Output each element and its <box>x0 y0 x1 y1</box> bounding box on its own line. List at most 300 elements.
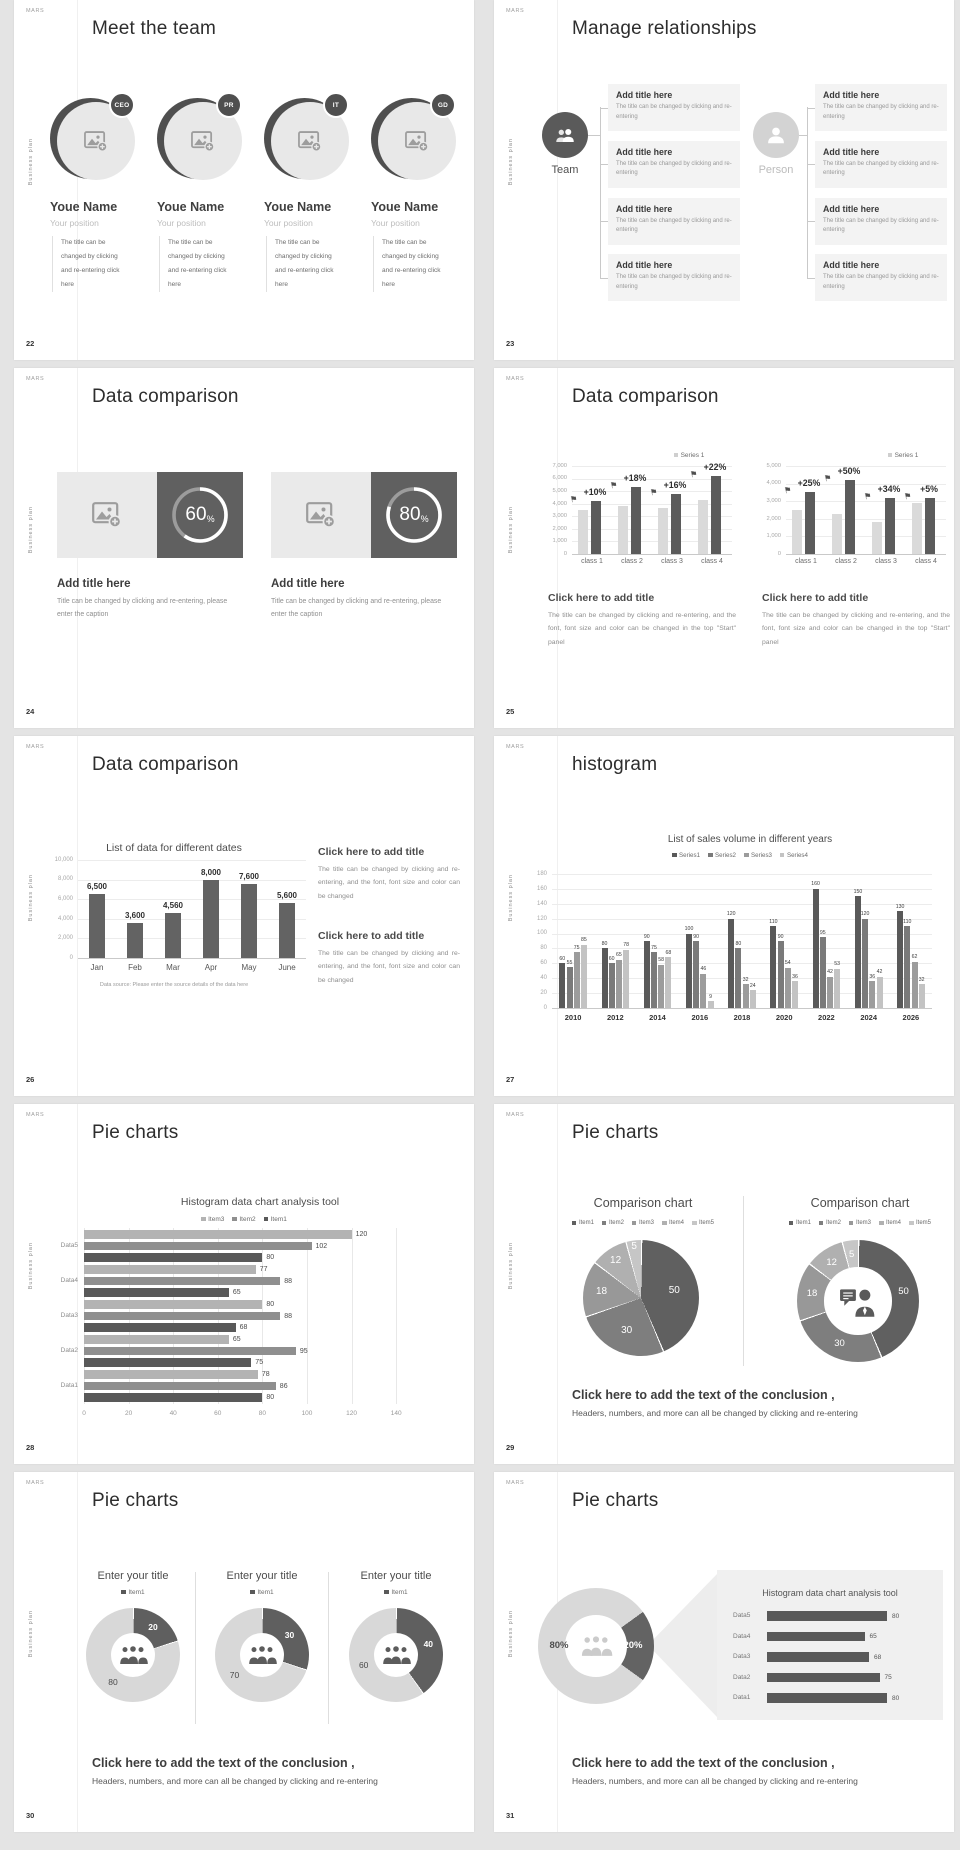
bar <box>885 498 895 554</box>
people-group-icon <box>579 1635 613 1657</box>
legend-item <box>250 1589 273 1596</box>
brand-logo: MARS <box>506 1480 525 1486</box>
legend-marker <box>888 453 893 458</box>
sidebar-vertical-label: Business plan <box>28 1610 34 1658</box>
annotation-label: +5% <box>920 483 938 494</box>
brand-logo: MARS <box>26 376 45 382</box>
bar <box>84 1242 312 1251</box>
slide-30[interactable] <box>14 1472 474 1832</box>
conclusion-title: Click here to add the text of the conclusion , <box>92 1756 355 1770</box>
chart-title: Histogram data chart analysis tool <box>762 1588 898 1598</box>
y-category-label: Data1 <box>733 1694 751 1701</box>
y-category-label: Data1 <box>60 1382 78 1389</box>
conclusion-body: Headers, numbers, and more can all be changed by clicking and re-entering <box>92 1776 378 1786</box>
x-tick-label: 80 <box>258 1410 266 1417</box>
legend-item <box>201 1216 224 1223</box>
progress-tile <box>157 472 243 558</box>
x-tick-label: 40 <box>169 1410 177 1417</box>
group-label: Person <box>758 164 794 176</box>
slide-31-content <box>494 1472 954 1832</box>
y-tick-label: 40 <box>540 975 547 981</box>
progress-label <box>157 472 243 558</box>
bar <box>574 952 580 1008</box>
y-tick-label: 4,000 <box>552 500 567 507</box>
donut-chart <box>86 1608 180 1702</box>
bar <box>700 974 706 1008</box>
info-box-body: The title can be changed by clicking and re-entering <box>616 104 732 120</box>
slide-23-content <box>494 0 954 360</box>
legend-marker <box>201 1217 206 1222</box>
flag-icon: ⚑ <box>649 486 659 498</box>
caption-body: The title can be changed by clicking and re-entering, and the font, font size and color can be changed in the top "Start" panel <box>548 612 736 646</box>
bar <box>792 981 798 1008</box>
legend-marker <box>909 1221 914 1226</box>
annotation-label: +34% <box>877 483 901 494</box>
grid-line <box>552 874 932 875</box>
connector-line <box>600 221 608 222</box>
connector-line <box>600 107 601 278</box>
value-label: 7,600 <box>238 871 260 881</box>
brand-logo: MARS <box>506 744 525 750</box>
info-box-body: The title can be changed by clicking and re-entering <box>823 160 939 177</box>
page-number: 25 <box>506 707 515 716</box>
slide-title: histogram <box>572 754 658 775</box>
slide-title: Data comparison <box>92 754 239 775</box>
image-plus-icon <box>306 502 336 528</box>
y-tick-label: 6,000 <box>57 896 73 902</box>
grid-line <box>78 938 306 939</box>
progress-value: 60 <box>185 504 207 525</box>
legend-label: Series 1 <box>894 451 919 459</box>
x-category-label: 2020 <box>775 1013 793 1022</box>
value-label: 77 <box>259 1266 268 1273</box>
slide-31[interactable] <box>494 1472 954 1832</box>
team-member <box>264 96 360 314</box>
legend-item <box>708 852 736 859</box>
bar <box>591 501 601 554</box>
legend-marker <box>632 1221 637 1226</box>
y-tick-label: 0 <box>777 550 781 557</box>
connector-line <box>807 221 815 222</box>
connector-line <box>600 278 608 279</box>
bar <box>912 503 922 554</box>
donut-chart <box>349 1608 443 1702</box>
grid-line <box>352 1228 353 1404</box>
info-box <box>608 84 740 131</box>
value-label: 80 <box>266 1394 275 1401</box>
bar <box>203 880 219 958</box>
image-plus-icon <box>92 502 122 528</box>
sidebar-vertical-label: Business plan <box>508 1610 514 1658</box>
bar <box>84 1230 352 1239</box>
value-label: 32 <box>742 976 749 983</box>
sidebar-vertical-label: Business plan <box>28 506 34 554</box>
member-position: Your position <box>157 218 206 228</box>
card-title: Add title here <box>57 578 131 590</box>
member-desc: The title can be changed by clicking and re-entering click here <box>373 236 451 292</box>
info-box-title: Add title here <box>823 203 880 214</box>
sidebar-vertical-label: Business plan <box>508 874 514 922</box>
bar <box>862 919 868 1008</box>
connector-line <box>600 164 608 165</box>
value-label: 120 <box>355 1231 368 1238</box>
slide-23[interactable] <box>494 0 954 360</box>
bar <box>84 1277 280 1286</box>
connector-line <box>588 135 600 136</box>
legend-item <box>744 852 772 859</box>
member-badge: PR <box>216 92 242 118</box>
y-tick-label: 1,000 <box>766 533 781 540</box>
legend-label: Item2 <box>608 1220 624 1226</box>
donut-chart <box>538 1588 654 1704</box>
y-category-label: Data3 <box>60 1312 78 1319</box>
x-category-label: Feb <box>128 963 142 972</box>
conclusion-block <box>92 1756 457 1786</box>
page-number: 23 <box>506 339 515 348</box>
value-label: 6,500 <box>86 882 108 892</box>
y-category-label: Data4 <box>733 1632 751 1640</box>
bar <box>84 1253 262 1262</box>
member-badge: IT <box>323 92 349 118</box>
member-desc: The title can be changed by clicking and re-entering click here <box>159 236 237 292</box>
brand-logo: MARS <box>506 8 525 14</box>
y-tick-label: 80 <box>540 945 547 952</box>
legend-item <box>264 1216 287 1223</box>
x-category-label: Apr <box>204 963 218 972</box>
grid-line <box>552 1008 932 1009</box>
value-label: 90 <box>643 933 650 940</box>
grid-line <box>552 889 932 890</box>
y-tick-label: 2,000 <box>57 935 73 942</box>
value-label: 65 <box>616 952 622 959</box>
slice-label: 5 <box>849 1249 855 1260</box>
team-member <box>371 96 467 314</box>
value-label: 9 <box>709 993 713 1000</box>
pie-chart <box>583 1240 699 1356</box>
chart-legend <box>610 850 870 860</box>
card-title: Add title here <box>271 578 345 590</box>
legend-label: Item5 <box>699 1220 715 1226</box>
y-tick-label: 5,000 <box>552 487 567 494</box>
connector-line <box>807 107 808 278</box>
info-box-title: Add title here <box>616 90 673 100</box>
legend-label: Series2 <box>715 851 736 859</box>
value-label: 54 <box>784 960 791 967</box>
flag-icon: ⚑ <box>609 479 619 491</box>
connector-line <box>600 108 608 109</box>
conclusion-block <box>572 1756 937 1786</box>
bar <box>127 923 143 958</box>
bar <box>904 926 910 1008</box>
people-group-icon <box>118 1645 148 1665</box>
info-box <box>608 141 740 188</box>
bar <box>631 487 641 554</box>
legend-marker <box>250 1590 255 1595</box>
y-tick-label: 2,000 <box>552 525 567 532</box>
legend-marker <box>708 853 713 858</box>
value-label: 80 <box>266 1301 275 1308</box>
value-label: 3,600 <box>124 910 146 920</box>
legend-label: Series 1 <box>680 451 705 459</box>
grid-line <box>552 919 932 920</box>
bar <box>623 950 629 1008</box>
page-number: 31 <box>506 1811 515 1820</box>
bar <box>693 941 699 1008</box>
info-box <box>608 198 740 245</box>
y-tick-label: 0 <box>543 1004 547 1011</box>
caption-body: The title can be changed by clicking and re-entering, and the font, font size and color can be changed <box>318 866 460 900</box>
slide-25[interactable] <box>494 368 954 728</box>
value-label: 95 <box>299 1347 308 1355</box>
value-label: 110 <box>769 918 778 925</box>
bar <box>89 894 105 958</box>
page-number: 24 <box>26 707 35 716</box>
bar <box>658 508 668 555</box>
caption-block <box>318 846 460 903</box>
bar <box>559 963 565 1008</box>
slide-title: Manage relationships <box>572 18 757 39</box>
annotation-label: +25% <box>797 478 821 489</box>
bar <box>877 977 883 1008</box>
grid-line <box>78 919 306 920</box>
slice-label: 12 <box>826 1256 837 1268</box>
x-category-label: 2018 <box>733 1013 751 1022</box>
chart-legend <box>644 450 734 460</box>
y-tick-label: 2,000 <box>766 515 781 522</box>
legend-label: Item2 <box>239 1215 256 1223</box>
info-box <box>815 254 947 301</box>
y-category-label: Data4 <box>60 1277 78 1284</box>
value-label: 4,560 <box>162 901 184 911</box>
x-category-label: class 4 <box>701 558 723 565</box>
sidebar-vertical-label: Business plan <box>508 1242 514 1290</box>
legend-label: Series3 <box>751 851 772 859</box>
chart-panel <box>717 1570 943 1720</box>
x-category-label: June <box>278 963 296 972</box>
slice-label: 20% <box>623 1640 643 1652</box>
info-box-title: Add title here <box>823 146 880 157</box>
multi-series-bar-chart <box>528 864 940 1044</box>
bar <box>869 981 875 1008</box>
slide-28[interactable] <box>14 1104 474 1464</box>
grouped-bar-chart <box>758 450 950 576</box>
brand-logo: MARS <box>26 1112 45 1118</box>
info-box-body: The title can be changed by clicking and re-entering <box>823 104 939 120</box>
legend-marker <box>572 1221 577 1226</box>
legend-marker <box>692 1221 697 1226</box>
legend-label: Item1 <box>270 1215 287 1223</box>
value-label: 36 <box>869 973 876 980</box>
flag-icon: ⚑ <box>569 493 579 505</box>
bar <box>84 1358 251 1367</box>
image-plus-icon <box>298 131 322 152</box>
info-box <box>815 141 947 188</box>
bar <box>581 945 587 1008</box>
slice-label: 30 <box>621 1324 633 1336</box>
legend-item <box>232 1216 255 1223</box>
slice-label: 40 <box>423 1639 434 1650</box>
y-tick-label: 5,000 <box>766 462 781 469</box>
brand-logo: MARS <box>26 744 45 750</box>
slice-label: 50 <box>668 1284 680 1296</box>
grid-line <box>307 1228 308 1404</box>
caption-title: Click here to add title <box>548 592 655 604</box>
bar <box>912 962 918 1008</box>
value-label: 80 <box>601 940 608 947</box>
slide-27[interactable] <box>494 736 954 1096</box>
value-label: 78 <box>261 1371 270 1378</box>
chart-divider <box>743 1196 744 1366</box>
group-label: Team <box>551 164 579 176</box>
slide-30-content <box>14 1472 474 1832</box>
grid-line <box>786 554 946 555</box>
x-category-label: 2014 <box>649 1013 666 1022</box>
bar <box>578 510 588 554</box>
y-tick-label: 120 <box>536 915 547 922</box>
page-number: 29 <box>506 1443 515 1452</box>
annotation-label: +10% <box>583 487 607 498</box>
flag-icon: ⚑ <box>823 472 833 484</box>
legend-item <box>662 1220 684 1226</box>
sidebar-vertical-label: Business plan <box>28 874 34 922</box>
chart-legend <box>326 1587 466 1597</box>
chart-legend <box>63 1587 203 1597</box>
progress-label <box>371 472 457 558</box>
caption-body: The title can be changed by clicking and re-entering, and the font, font size and color can be changed <box>318 950 460 984</box>
legend-marker <box>232 1217 237 1222</box>
value-label: 5,600 <box>276 891 298 901</box>
person-icon <box>765 126 787 144</box>
x-category-label: class 1 <box>581 558 603 565</box>
bar <box>778 941 784 1008</box>
bar <box>241 884 257 959</box>
slide-title: Data comparison <box>92 386 239 407</box>
legend-marker <box>384 1590 389 1595</box>
value-label: 120 <box>860 911 870 918</box>
horizontal-bar-chart <box>733 1610 933 1710</box>
value-label: 110 <box>903 918 912 925</box>
slide-26[interactable] <box>14 736 474 1096</box>
bar <box>698 500 708 554</box>
bar <box>671 494 681 554</box>
y-tick-label: 20 <box>540 989 547 996</box>
annotation-label: +50% <box>837 466 861 477</box>
info-box <box>608 254 740 301</box>
conclusion-block <box>572 1388 937 1418</box>
annotation-label: +18% <box>623 473 647 484</box>
bar <box>708 1001 714 1008</box>
caption-block <box>762 592 950 649</box>
value-label: 42 <box>876 969 883 976</box>
bar <box>845 480 855 554</box>
y-tick-label: 1,000 <box>552 538 567 545</box>
caption-title: Click here to add title <box>762 592 869 604</box>
y-category-label: Data5 <box>60 1242 78 1249</box>
bar <box>84 1382 276 1391</box>
page-number: 27 <box>506 1075 515 1084</box>
team-member <box>50 96 146 314</box>
slide-29[interactable] <box>494 1104 954 1464</box>
chart-legend <box>192 1587 332 1597</box>
chart-legend <box>134 1214 354 1224</box>
member-position: Your position <box>264 218 313 228</box>
info-box-title: Add title here <box>616 146 673 157</box>
legend-marker <box>674 453 679 458</box>
bar <box>832 514 842 555</box>
value-label: 36 <box>792 973 798 980</box>
caption-title: Click here to add title <box>318 846 425 858</box>
legend-marker <box>121 1590 126 1595</box>
connector-line <box>807 278 815 279</box>
slice-label: 12 <box>610 1254 622 1266</box>
slide-title: Pie charts <box>572 1122 659 1143</box>
legend-label: Item4 <box>886 1220 902 1226</box>
card-body: Title can be changed by clicking and re-entering, please enter the caption <box>271 598 442 619</box>
bar <box>767 1652 869 1662</box>
brand-logo: MARS <box>506 376 525 382</box>
chart-title: Comparison chart <box>810 1196 910 1210</box>
image-progress-card <box>57 472 243 558</box>
value-label: 68 <box>874 1653 882 1661</box>
legend-marker <box>672 853 677 858</box>
slice-label: 20 <box>148 1622 158 1633</box>
info-box-title: Add title here <box>616 203 673 214</box>
chart-title: Enter your title <box>97 1570 169 1582</box>
value-label: 160 <box>811 881 820 888</box>
group-avatar <box>753 112 799 158</box>
y-category-label: Data5 <box>733 1612 751 1619</box>
sidebar-vertical-label: Business plan <box>28 138 34 186</box>
slice-label: 30 <box>284 1629 295 1640</box>
group-avatar <box>542 112 588 158</box>
legend-item <box>909 1220 931 1226</box>
bar <box>84 1312 280 1321</box>
page-number: 26 <box>26 1075 35 1084</box>
x-category-label: May <box>241 963 257 972</box>
x-category-label: class 3 <box>875 558 897 565</box>
slide-22[interactable] <box>14 0 474 360</box>
slide-24[interactable] <box>14 368 474 728</box>
slide-22-content <box>14 0 474 360</box>
value-label: 58 <box>658 957 665 964</box>
grid-line <box>78 958 306 959</box>
x-category-label: 2016 <box>691 1013 709 1022</box>
bar <box>616 960 622 1008</box>
bar <box>872 522 882 554</box>
bar <box>618 506 628 554</box>
value-label: 80 <box>892 1694 900 1702</box>
chart-title: List of data for different dates <box>106 842 242 854</box>
grid-line <box>552 904 932 905</box>
slide-title: Meet the team <box>92 18 217 39</box>
x-category-label: Mar <box>166 963 180 972</box>
slide-title: Pie charts <box>572 1490 659 1511</box>
value-label: 88 <box>284 1312 292 1320</box>
value-label: 90 <box>693 933 700 940</box>
legend-item <box>789 1220 811 1226</box>
value-label: 130 <box>895 903 905 910</box>
y-tick-label: 140 <box>536 900 547 907</box>
legend-item <box>888 452 919 459</box>
value-label: 8,000 <box>200 867 222 877</box>
x-category-label: 2026 <box>902 1013 920 1022</box>
value-label: 120 <box>726 911 736 918</box>
member-avatar <box>264 96 352 182</box>
info-box-title: Add title here <box>823 90 880 100</box>
info-box-body: The title can be changed by clicking and re-entering <box>616 160 732 177</box>
legend-label: Series4 <box>786 851 808 859</box>
member-position: Your position <box>371 218 420 228</box>
